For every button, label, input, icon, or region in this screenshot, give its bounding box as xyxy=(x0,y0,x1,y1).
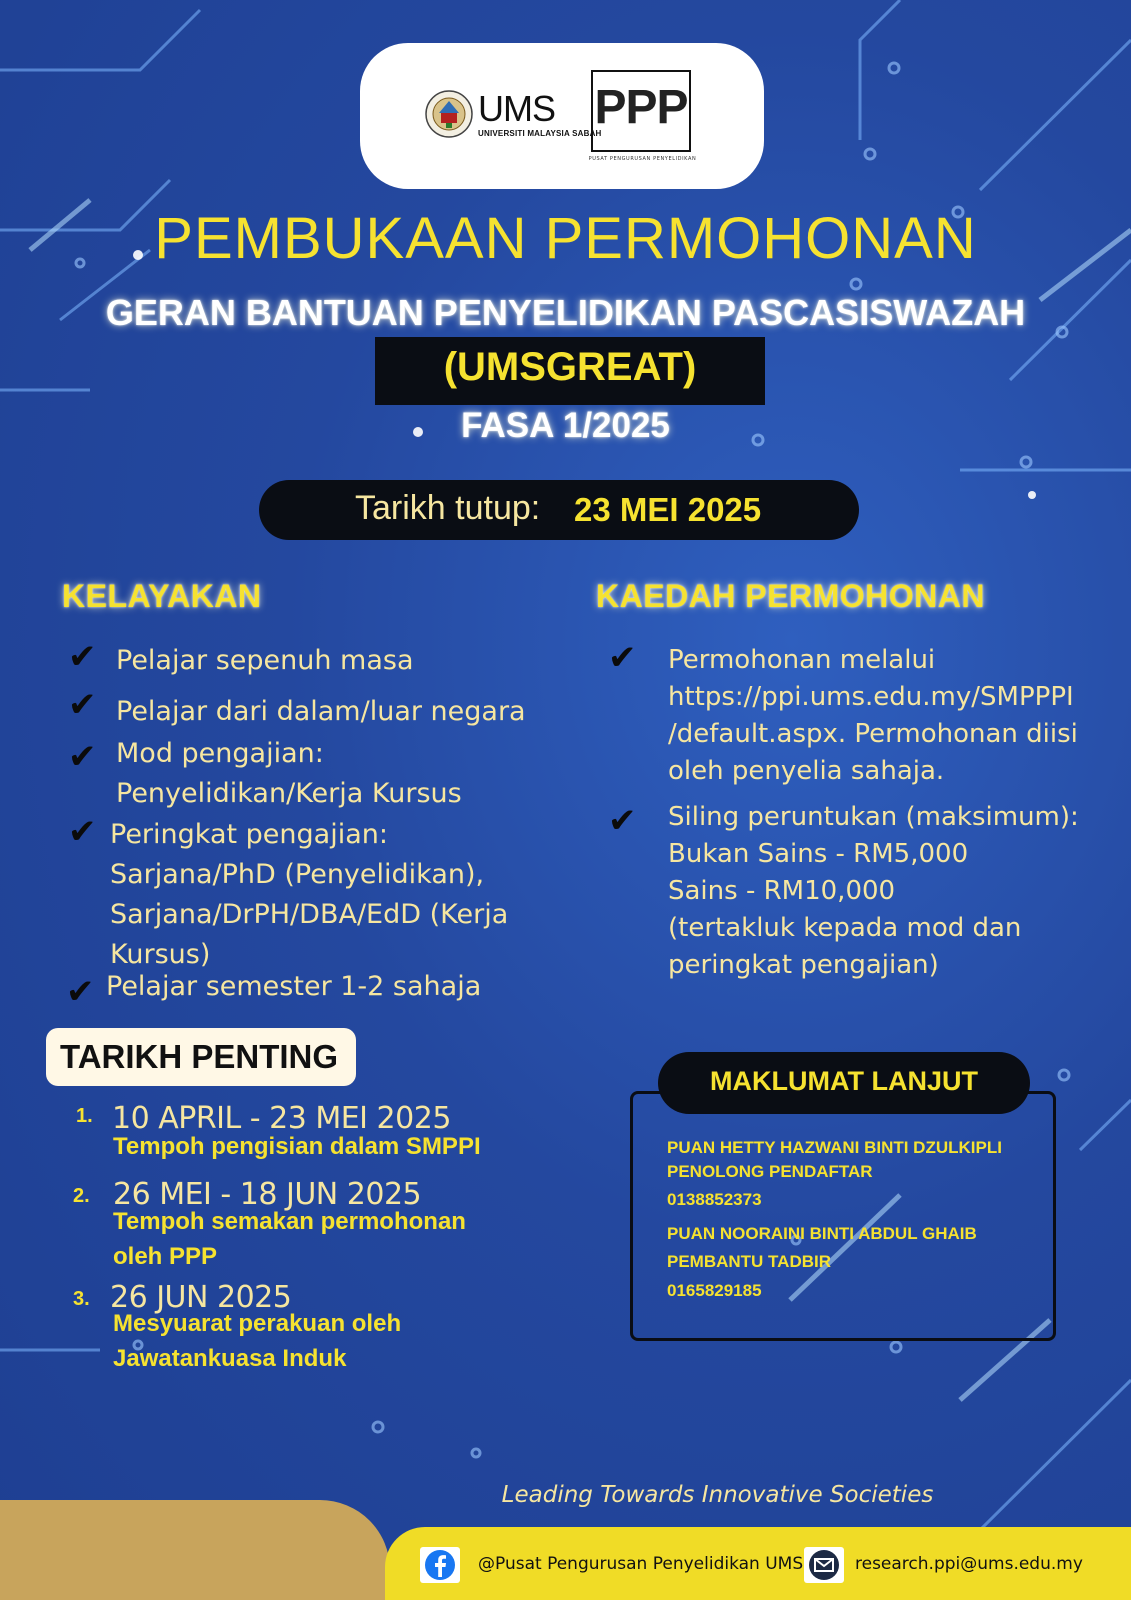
contact-phone[interactable]: 0138852373 xyxy=(667,1190,762,1209)
date-range: 26 MEI - 18 JUN 2025 xyxy=(113,1177,422,1212)
closing-date: 23 MEI 2025 xyxy=(574,491,762,528)
eligibility-line: Pelajar semester 1-2 sahaja xyxy=(106,971,482,1002)
application-line: Sains - RM10,000 xyxy=(668,876,896,906)
checkmark-icon: ✔ xyxy=(608,801,637,841)
facebook-icon-chip[interactable] xyxy=(420,1547,460,1583)
contact-name: PUAN NOORAINI BINTI ABDUL GHAIB xyxy=(667,1224,977,1243)
contact-phone[interactable]: 0165829185 xyxy=(667,1281,762,1300)
footer-accent xyxy=(0,1500,390,1600)
date-number: 2. xyxy=(73,1185,90,1207)
application-line: Bukan Sains - RM5,000 xyxy=(668,839,969,869)
ppp-wordmark: PPP xyxy=(594,81,688,134)
mail-icon-chip[interactable] xyxy=(804,1547,844,1583)
date-description-line: oleh PPP xyxy=(113,1243,218,1270)
eligibility-line: Pelajar dari dalam/luar negara xyxy=(116,696,526,727)
date-description-line: Tempoh pengisian dalam SMPPI xyxy=(113,1133,481,1160)
application-line: Permohonan melalui xyxy=(668,645,936,675)
checkmark-icon: ✔ xyxy=(608,638,637,678)
eligibility-item xyxy=(116,641,414,681)
contact-role: PENOLONG PENDAFTAR xyxy=(667,1162,873,1181)
important-dates-heading: TARIKH PENTING xyxy=(60,1038,339,1075)
application-line: oleh penyelia sahaja. xyxy=(668,756,945,786)
date-description xyxy=(113,1204,466,1274)
ums-subtitle: UNIVERSITI MALAYSIA SABAH xyxy=(478,129,602,138)
application-line: (tertakluk kepada mod dan xyxy=(668,913,1022,943)
contact-name: PUAN HETTY HAZWANI BINTI DZULKIPLI xyxy=(667,1138,1002,1157)
date-number: 1. xyxy=(76,1105,93,1127)
eligibility-line: Sarjana/PhD (Penyelidikan), xyxy=(110,859,485,890)
eligibility-line: Sarjana/DrPH/DBA/EdD (Kerja xyxy=(110,899,509,930)
checkmark-icon: ✔ xyxy=(68,737,97,777)
tagline-text: Leading Towards Innovative Societies xyxy=(501,1482,934,1508)
eligibility-line: Mod pengajian: xyxy=(116,738,324,769)
date-description-line: Jawatankuasa Induk xyxy=(113,1345,347,1372)
date-range: 26 JUN 2025 xyxy=(110,1280,292,1315)
checkmark-icon: ✔ xyxy=(66,972,95,1012)
eligibility-heading: KELAYAKAN xyxy=(62,578,262,614)
ums-crest-icon xyxy=(424,89,474,139)
eligibility-item xyxy=(116,692,526,732)
main-title: PEMBUKAAN PERMOHONAN xyxy=(154,206,977,271)
closing-label: Tarikh tutup: xyxy=(355,489,541,527)
grant-title: GERAN BANTUAN PENYELIDIKAN PASCASISWAZAH xyxy=(105,292,1026,333)
eligibility-line: Penyelidikan/Kerja Kursus xyxy=(116,778,462,809)
contact-role: PEMBANTU TADBIR xyxy=(667,1252,832,1271)
closing-date-pill xyxy=(259,480,859,540)
phase-label: FASA 1/2025 xyxy=(461,406,670,445)
eligibility-line: Kursus) xyxy=(110,939,211,970)
checkmark-icon: ✔ xyxy=(68,685,97,725)
application-line: peringkat pengajian) xyxy=(668,950,939,980)
logo-card xyxy=(360,43,764,189)
date-description-line: Tempoh semakan permohonan xyxy=(113,1208,466,1235)
eligibility-line: Peringkat pengajian: xyxy=(110,819,388,850)
mail-icon xyxy=(804,1547,844,1583)
facebook-icon xyxy=(420,1547,460,1583)
ppp-subtitle: PUSAT PENGURUSAN PENYELIDIKAN xyxy=(588,156,697,162)
application-line: /default.aspx. Permohonan diisi xyxy=(668,719,1078,749)
grant-acronym: (UMSGREAT) xyxy=(443,345,697,389)
contact-email[interactable]: research.ppi@ums.edu.my xyxy=(855,1554,1083,1574)
date-number: 3. xyxy=(73,1288,90,1310)
eligibility-line: Pelajar sepenuh masa xyxy=(116,645,414,676)
eligibility-item xyxy=(116,734,462,814)
more-info-frame xyxy=(630,1091,1056,1341)
checkmark-icon: ✔ xyxy=(68,637,97,677)
more-info-heading: MAKLUMAT LANJUT xyxy=(710,1066,978,1096)
date-range: 10 APRIL - 23 MEI 2025 xyxy=(112,1101,451,1136)
date-description xyxy=(113,1129,481,1164)
application-heading: KAEDAH PERMOHONAN xyxy=(596,578,985,614)
eligibility-item xyxy=(110,815,508,975)
date-description xyxy=(113,1306,401,1376)
application-item xyxy=(668,799,1079,984)
date-description-line: Mesyuarat perakuan oleh xyxy=(113,1310,402,1337)
application-line: Siling peruntukan (maksimum): xyxy=(668,802,1079,832)
eligibility-item xyxy=(106,967,481,1007)
checkmark-icon: ✔ xyxy=(68,812,97,852)
application-line: https://ppi.ums.edu.my/SMPPPI xyxy=(668,682,1074,712)
facebook-handle[interactable]: @Pusat Pengurusan Penyelidikan UMS xyxy=(478,1554,804,1574)
ums-wordmark: UMS xyxy=(478,88,555,129)
application-item xyxy=(668,642,1078,790)
